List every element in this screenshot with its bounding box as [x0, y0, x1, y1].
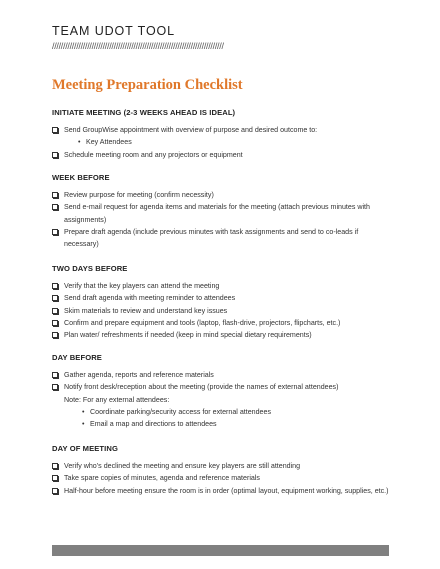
- section-heading: TWO DAYS BEFORE: [52, 264, 128, 273]
- section-initiate-meeting: [52, 108, 392, 161]
- checklist-item: [52, 201, 392, 226]
- checklist-item: [52, 280, 392, 292]
- checkbox-icon: [52, 320, 58, 326]
- slash-divider: //////////////////////////////////////////////////////////////////////////////: [52, 41, 224, 51]
- checklist-item: [52, 485, 392, 497]
- page-title: Meeting Preparation Checklist: [52, 77, 243, 93]
- checklist-item-text: Send GroupWise appointment with overview of purpose and desired outcome to:: [64, 126, 318, 134]
- checkbox-icon: [52, 372, 58, 378]
- checklist-item-text: Confirm and prepare equipment and tools (laptop, flash-drive, projectors, flipcharts, etc.): [64, 318, 341, 327]
- checkbox-icon: [52, 127, 58, 133]
- checklist-item: [52, 305, 392, 317]
- checklist-item: [52, 124, 392, 136]
- checkbox-icon: [52, 475, 58, 481]
- footer-bar: [52, 545, 389, 556]
- checklist-item: [52, 149, 392, 161]
- section-heading: INITIATE MEETING (2-3 WEEKS AHEAD IS IDEAL): [52, 108, 236, 117]
- checkbox-icon: [52, 229, 58, 235]
- checkbox-icon: [52, 295, 58, 301]
- checklist-item-text: Plan water/ refreshments if needed (keep in mind special dietary requirements): [64, 331, 312, 340]
- section-day-before: [52, 353, 392, 430]
- checklist-item-text: Skim materials to review and understand key issues: [64, 306, 228, 315]
- checklist-item-text: Send e-mail request for agenda items and materials for the meeting (attach previous minutes with assignments): [64, 203, 370, 224]
- checklist-item-text: Gather agenda, reports and reference materials: [64, 371, 214, 379]
- section-two-days-before: [52, 264, 392, 341]
- checklist-item: [52, 369, 392, 381]
- checkbox-icon: [52, 308, 58, 314]
- checklist-item: [52, 226, 392, 251]
- checklist-item: [52, 189, 392, 201]
- section-day-of-meeting: [52, 444, 392, 497]
- checklist-item-text: Verify who’s declined the meeting and ensure key players are still attending: [64, 462, 301, 470]
- checklist-item-text: Notify front desk/reception about the meeting (provide the names of external attendees): [64, 383, 339, 392]
- bullet-icon: •: [82, 407, 85, 416]
- checkbox-icon: [52, 463, 58, 469]
- sub-list-item: [52, 136, 392, 148]
- sub-list-item: [52, 406, 392, 418]
- section-heading: WEEK BEFORE: [52, 173, 110, 182]
- sub-list-item: [52, 418, 392, 430]
- sub-item-text: Email a map and directions to attendees: [90, 420, 217, 429]
- checklist-item: [52, 381, 392, 393]
- checklist-item: [52, 292, 392, 304]
- checklist-item-text: Send draft agenda with meeting reminder to attendees: [64, 294, 236, 303]
- checkbox-icon: [52, 332, 58, 338]
- checkbox-icon: [52, 283, 58, 289]
- checkbox-icon: [52, 192, 58, 198]
- checklist-item: [52, 460, 392, 472]
- bullet-icon: •: [82, 420, 85, 429]
- checkbox-icon: [52, 152, 58, 158]
- checklist-item-text: Review purpose for meeting (confirm necessity): [64, 191, 214, 199]
- checklist-item: [52, 329, 392, 341]
- checklist-item: [52, 472, 392, 484]
- checklist-item-text: Half-hour before meeting ensure the room is in order (optimal layout, equipment working, supplies, etc.): [64, 486, 389, 495]
- organization-name: TEAM UDOT TOOL: [52, 24, 176, 38]
- sub-item-text: Coordinate parking/security access for external attendees: [90, 407, 271, 416]
- checkbox-icon: [52, 204, 58, 210]
- checklist-item-text: Schedule meeting room and any projectors or equipment: [64, 150, 243, 159]
- section-heading: DAY BEFORE: [52, 353, 102, 362]
- checkbox-icon: [52, 384, 58, 390]
- sub-item-text: Key Attendees: [86, 138, 132, 147]
- bullet-icon: •: [78, 138, 81, 147]
- note-text: Note: For any external attendees:: [64, 395, 170, 404]
- checklist-item-text: Verify that the key players can attend the meeting: [64, 282, 220, 290]
- checklist-item-text: Prepare draft agenda (include previous minutes with task assignments and send to co-leads if necessary): [64, 227, 359, 249]
- checklist-item: [52, 317, 392, 329]
- section-week-before: [52, 173, 392, 250]
- checkbox-icon: [52, 488, 58, 494]
- section-heading: DAY OF MEETING: [52, 444, 118, 453]
- checklist-item-text: Take spare copies of minutes, agenda and reference materials: [64, 474, 260, 483]
